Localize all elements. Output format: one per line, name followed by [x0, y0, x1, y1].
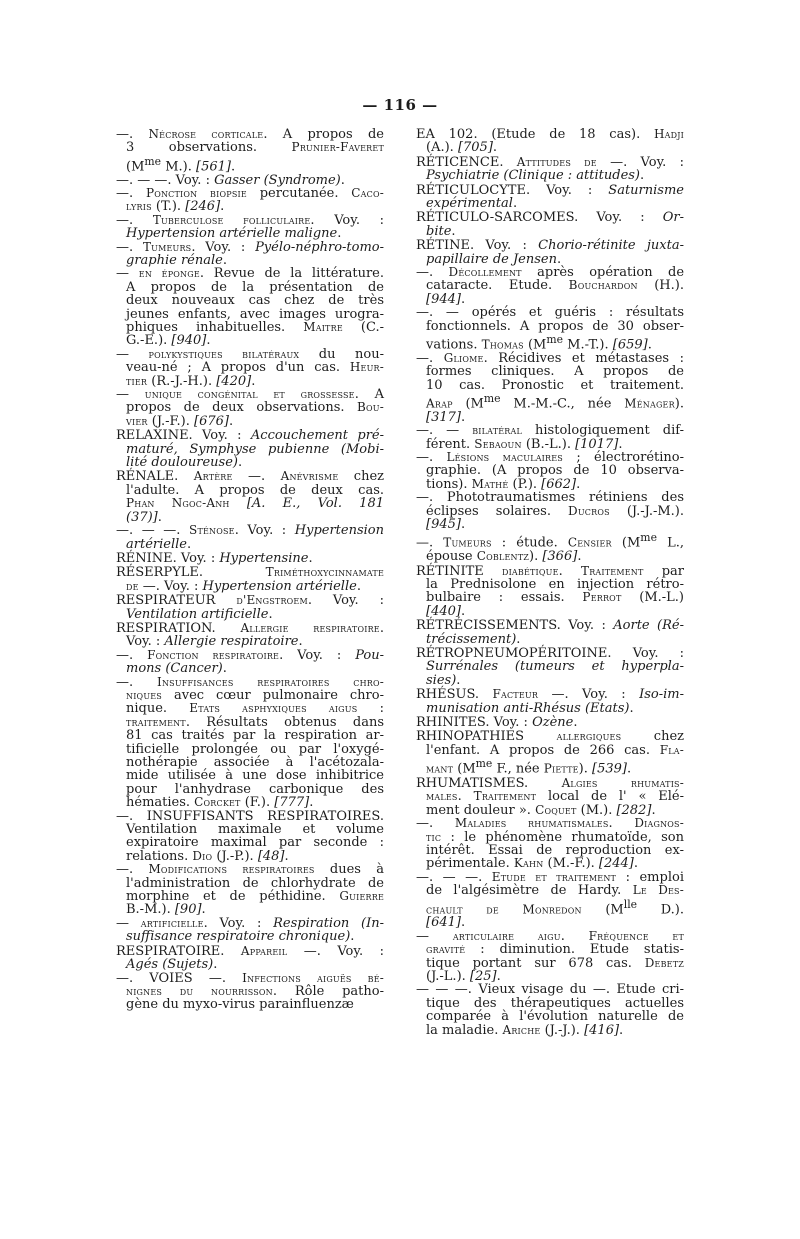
index-entry — [116, 676, 384, 810]
index-entry — [116, 267, 384, 347]
index-entry — [116, 187, 384, 214]
entry-line: comparée à l'évolution naturelle de — [426, 1009, 684, 1025]
entry-line: la maladie. Ariche (J.-J.). [416]. — [426, 1022, 624, 1038]
entry-line: tier (R.-J.-H.). [420]. — [126, 373, 256, 389]
entry-line: — unique congénital et grossesse. A — [116, 387, 385, 403]
entry-line: morphine et de péthidine. Guierre — [126, 889, 384, 905]
index-entry — [416, 647, 684, 687]
entry-line: sies). — [426, 672, 461, 688]
index-entry — [416, 128, 684, 155]
entry-line: RESPIRATEUR d'Engstroem. Voy. : — [116, 593, 384, 609]
entry-line: veau-né ; A propos d'un cas. Heur- — [126, 360, 384, 376]
index-entry — [116, 174, 384, 187]
index-entry — [416, 930, 684, 984]
entry-line: gravité : diminution. Etude statis- — [426, 942, 684, 958]
entry-line: expiratoire maximal par seconde : — [126, 835, 384, 851]
entry-line: deux nouveaux cas chez de très — [126, 293, 384, 309]
entry-line: RHINITES. Voy. : Ozène. — [416, 715, 578, 731]
index-entry — [416, 352, 684, 424]
entry-line: [641]. — [426, 915, 466, 931]
entry-line: nique. Etats asphyxiques aigus : — [126, 701, 384, 717]
entry-line: — polykystiques bilatéraux du nou- — [116, 346, 384, 362]
index-entry — [116, 917, 384, 944]
entry-line: Voy. : Allergie respiratoire. — [126, 634, 303, 650]
entry-line: ($M^{me}$ M.). [561]. — [126, 154, 236, 175]
index-entry — [416, 777, 684, 817]
entry-line: hématies. Corcket (F.). [777]. — [126, 795, 314, 811]
entry-line: l'adulte. A propos de deux cas. — [126, 482, 384, 498]
entry-line: la Prednisolone en injection rétro- — [426, 576, 684, 592]
entry-line: jeunes enfants, avec images urogra- — [126, 306, 384, 322]
index-entry — [416, 211, 684, 238]
entry-line: férent. Sebaoun (B.-L.). [1017]. — [426, 436, 623, 452]
entry-line: mons (Cancer). — [126, 661, 227, 677]
entry-line: mant ($M^{me}$ F., née Piette). [539]. — [426, 757, 632, 777]
entry-line: tique portant sur 678 cas. Debetz — [426, 955, 684, 971]
entry-line: RHUMATISMES. Algies rhumatis- — [416, 776, 684, 791]
entry-line: — — —. Vieux visage du —. Etude cri- — [416, 982, 684, 998]
entry-line: males. Traitement local de l' « Elé- — [426, 789, 685, 805]
entry-line: traitement. Résultats obtenus dans — [126, 714, 384, 730]
entry-line: RESPIRATOIRE. Appareil —. Voy. : — [116, 943, 384, 959]
entry-line: —. Lésions maculaires ; électrorétino- — [416, 450, 684, 465]
entry-line: nignes du nourrisson. Rôle patho- — [126, 983, 384, 999]
entry-line: mide utilisée à une dose inhibitrice — [126, 768, 384, 784]
entry-line: cataracte. Etude. Bouchardon (H.). — [426, 278, 684, 294]
entry-line: tique des thérapeutiques actuelles — [426, 995, 684, 1011]
entry-line: phiques inhabituelles. Maitre (C.- — [126, 320, 384, 336]
entry-line: —. — opérés et guéris : résultats — [416, 305, 684, 321]
index-entry — [416, 239, 684, 266]
entry-line: artérielle. — [126, 536, 192, 552]
entry-line: [945]. — [426, 517, 466, 533]
index-entry — [416, 716, 684, 729]
index-entry — [416, 156, 684, 183]
entry-line: —. Phototraumatismes rétiniens des — [416, 490, 684, 506]
entry-line: — articulaire aigu. Fréquence et — [416, 928, 684, 944]
index-entry — [416, 817, 684, 871]
entry-line: —. Ponction biopsie percutanée. Caco- — [116, 185, 384, 201]
entry-line: [440]. — [426, 603, 466, 619]
entry-line: — en éponge. Revue de la littérature. — [116, 266, 384, 282]
entry-line: papillaire de Jensen. — [426, 251, 562, 267]
left-column — [116, 128, 384, 1012]
entry-line: —. Fonction respiratoire. Voy. : Pou- — [116, 647, 384, 663]
entry-line: graphie rénale. — [126, 252, 227, 268]
entry-line: —. Décollement après opération de — [416, 265, 685, 281]
entry-line: —. Gliome. Récidives et métastases : — [416, 350, 685, 366]
entry-line: —. Nécrose corticale. A propos de — [116, 127, 384, 142]
entry-line: 81 cas traités par la respiration ar- — [126, 728, 384, 744]
entry-line: éclipses solaires. Ducros (J.-J.-M.). — [426, 503, 685, 519]
entry-line: chault de Monredon ($M^{lle}$ D.). — [426, 897, 685, 917]
entry-line: Agés (Sujets). — [126, 957, 218, 973]
index-entry — [416, 565, 684, 619]
index-entry — [416, 531, 684, 563]
entry-line: [317]. — [426, 409, 466, 425]
index-entry — [416, 184, 684, 211]
entry-line: gène du myxo-virus parainfluenzæ — [126, 997, 354, 1013]
entry-line: tic : le phénomène rhumatoïde, son — [426, 829, 684, 845]
entry-line: pour l'anhydrase carbonique des — [126, 781, 384, 797]
entry-line: — artificielle. Voy. : Respiration (In- — [116, 915, 384, 931]
entry-line: formes cliniques. A propos de — [426, 364, 684, 380]
index-entry — [116, 388, 384, 428]
entry-line: RESPIRATION. Allergie respiratoire. — [116, 620, 384, 636]
entry-line: B.-M.). [90]. — [126, 902, 206, 918]
entry-line: niques avec cœur pulmonaire chro- — [126, 687, 384, 703]
index-entry — [116, 810, 384, 864]
entry-line: —. Insuffisances respiratoires chro- — [116, 674, 384, 690]
index-entry — [116, 972, 384, 1012]
entry-line: (37)]. — [126, 509, 162, 525]
entry-line: maturé, Symphyse pubienne (Mobi- — [126, 441, 384, 457]
index-entry — [416, 306, 684, 352]
entry-line: Surrénales (tumeurs et hyperpla- — [426, 659, 684, 675]
entry-line: Phan Ngoc-Anh [A. E., Vol. 181 — [126, 496, 384, 512]
index-entry — [116, 863, 384, 917]
entry-line: —. — —. Voy. : Gasser (Syndrome). — [116, 172, 345, 188]
index-entry — [416, 871, 684, 930]
entry-line: l'enfant. A propos de 266 cas. Fla- — [426, 742, 684, 758]
entry-line: RÉTINE. Voy. : Chorio-rétinite juxta- — [416, 238, 684, 254]
index-entry — [416, 688, 684, 715]
entry-line: bulbaire : essais. Perrot (M.-L.) — [426, 590, 684, 606]
entry-line: Psychiatrie (Clinique : attitudes). — [426, 168, 645, 184]
index-entry — [116, 348, 384, 388]
entry-line: vier (J.-F.). [676]. — [126, 413, 234, 429]
entry-line: —. VOIES —. Infections aiguës bé- — [116, 970, 385, 986]
entry-line: ment douleur ». Coquet (M.). [282]. — [426, 802, 656, 818]
entry-line: —. Tuberculose folliculaire. Voy. : — [116, 212, 385, 228]
right-column — [416, 128, 684, 1037]
index-entry — [116, 622, 384, 649]
entry-line: —. — bilatéral histologiquement dif- — [416, 423, 684, 439]
entry-line: RELAXINE. Voy. : Accouchement pré- — [116, 428, 384, 444]
entry-line: RÉNINE. Voy. : Hypertensine. — [116, 550, 313, 566]
entry-line: lité douloureuse). — [126, 455, 243, 471]
entry-line: périmentale. Kahn (M.-F.). [244]. — [426, 856, 639, 872]
entry-line: Arap ($M^{me}$ M.-M.-C., née Ménager). — [426, 392, 685, 412]
entry-line: RÉNALE. Artère —. Anévrisme chez — [116, 469, 384, 485]
index-entry — [116, 524, 384, 551]
entry-line: tions). Mathé (P.). [662]. — [426, 476, 581, 492]
entry-line: EA 102. (Etude de 18 cas). Hadji — [416, 127, 684, 142]
index-entry — [116, 128, 384, 174]
entry-line: —. — —. Sténose. Voy. : Hypertension — [116, 523, 384, 539]
index-entry — [116, 649, 384, 676]
entry-line: tificielle prolongée ou par l'oxygé- — [126, 741, 384, 757]
entry-line: nothérapie associée à l'acétozala- — [126, 755, 384, 771]
entry-line: propos de deux observations. Bou- — [126, 400, 384, 416]
entry-line: lyris (T.). [246]. — [126, 199, 225, 215]
entry-line: munisation anti-Rhésus (Etats). — [426, 700, 634, 716]
index-entry — [116, 945, 384, 972]
entry-line: intérêt. Essai de reproduction ex- — [426, 843, 684, 859]
entry-line: RÉTROPNEUMOPÉRITOINE. Voy. : — [416, 646, 684, 662]
entry-line: —. — —. Etude et traitement : emploi — [416, 869, 684, 885]
entry-line: RÉTINITE diabétique. Traitement par — [416, 563, 684, 579]
entry-line: suffisance respiratoire chronique). — [126, 929, 355, 945]
index-entry — [416, 424, 684, 451]
entry-line: 3 observations. Prunier-Faveret — [126, 140, 384, 156]
entry-line: de l'algésimètre de Hardy. Le Des- — [426, 883, 684, 899]
entry-line: [944]. — [426, 291, 466, 307]
entry-line: trécissement). — [426, 631, 521, 647]
index-entry — [116, 241, 384, 268]
entry-line: expérimental. — [426, 196, 518, 212]
entry-line: 10 cas. Pronostic et traitement. — [426, 377, 684, 393]
entry-line: —. Maladies rhumatismales. Diagnos- — [416, 816, 684, 832]
entry-line: G.-E.). [940]. — [126, 333, 211, 349]
entry-line: graphie. (A propos de 10 observa- — [426, 463, 684, 479]
index-entry — [416, 451, 684, 491]
index-entry — [416, 619, 684, 646]
index-entry — [116, 594, 384, 621]
entry-line: RÉSERPYLE. Triméthoxycinnamate — [116, 565, 384, 581]
entry-line: —. Modifications respiratoires dues à — [116, 862, 384, 878]
entry-line: fonctionnels. A propos de 30 obser- — [426, 318, 684, 334]
index-entry — [416, 266, 684, 306]
index-entry — [416, 491, 684, 531]
entry-line: Hypertension artérielle maligne. — [126, 226, 342, 242]
entry-line: RÉTICULO-SARCOMES. Voy. : Or- — [416, 210, 684, 226]
entry-line: (J.-L.). [25]. — [426, 969, 501, 985]
entry-line: RÉTICULOCYTE. Voy. : Saturnisme — [416, 182, 684, 198]
index-entry — [416, 730, 684, 776]
entry-line: Ventilation artificielle. — [126, 606, 273, 622]
index-entry — [116, 214, 384, 241]
entry-line: RHINOPATHIES allergiques chez — [416, 729, 684, 745]
index-entry — [416, 983, 684, 1037]
entry-line: épouse Coblentz). [366]. — [426, 549, 582, 565]
entry-line: RHÉSUS. Facteur —. Voy. : Iso-im- — [416, 687, 684, 703]
index-entry — [116, 566, 384, 593]
entry-line: RÉTRÉCISSEMENTS. Voy. : Aorte (Ré- — [416, 618, 684, 634]
entry-line: vations. Thomas ($M^{me}$ M.-T.). [659]. — [426, 333, 652, 353]
entry-line: —. INSUFFISANTS RESPIRATOIRES. — [116, 808, 384, 824]
index-entry — [116, 470, 384, 524]
entry-line: (A.). [705]. — [426, 140, 498, 156]
entry-line: —. Tumeurs. Voy. : Pyélo-néphro-tomo- — [116, 239, 385, 255]
entry-line: relations. Dio (J.-P.). [48]. — [126, 848, 289, 864]
entry-line: RÉTICENCE. Attitudes de —. Voy. : — [416, 154, 684, 170]
page-number: — 116 — — [362, 96, 438, 114]
entry-line: bite. — [426, 223, 456, 239]
entry-line: —. Tumeurs : étude. Censier ($M^{me}$ L., — [416, 531, 684, 551]
entry-line: A propos de la présentation de — [126, 279, 384, 295]
entry-line: de —. Voy. : Hypertension artérielle. — [126, 578, 361, 594]
entry-line: l'administration de chlorhydrate de — [126, 875, 384, 891]
entry-line: Ventilation maximale et volume — [126, 822, 384, 838]
index-entry — [116, 552, 384, 565]
index-entry — [116, 429, 384, 469]
